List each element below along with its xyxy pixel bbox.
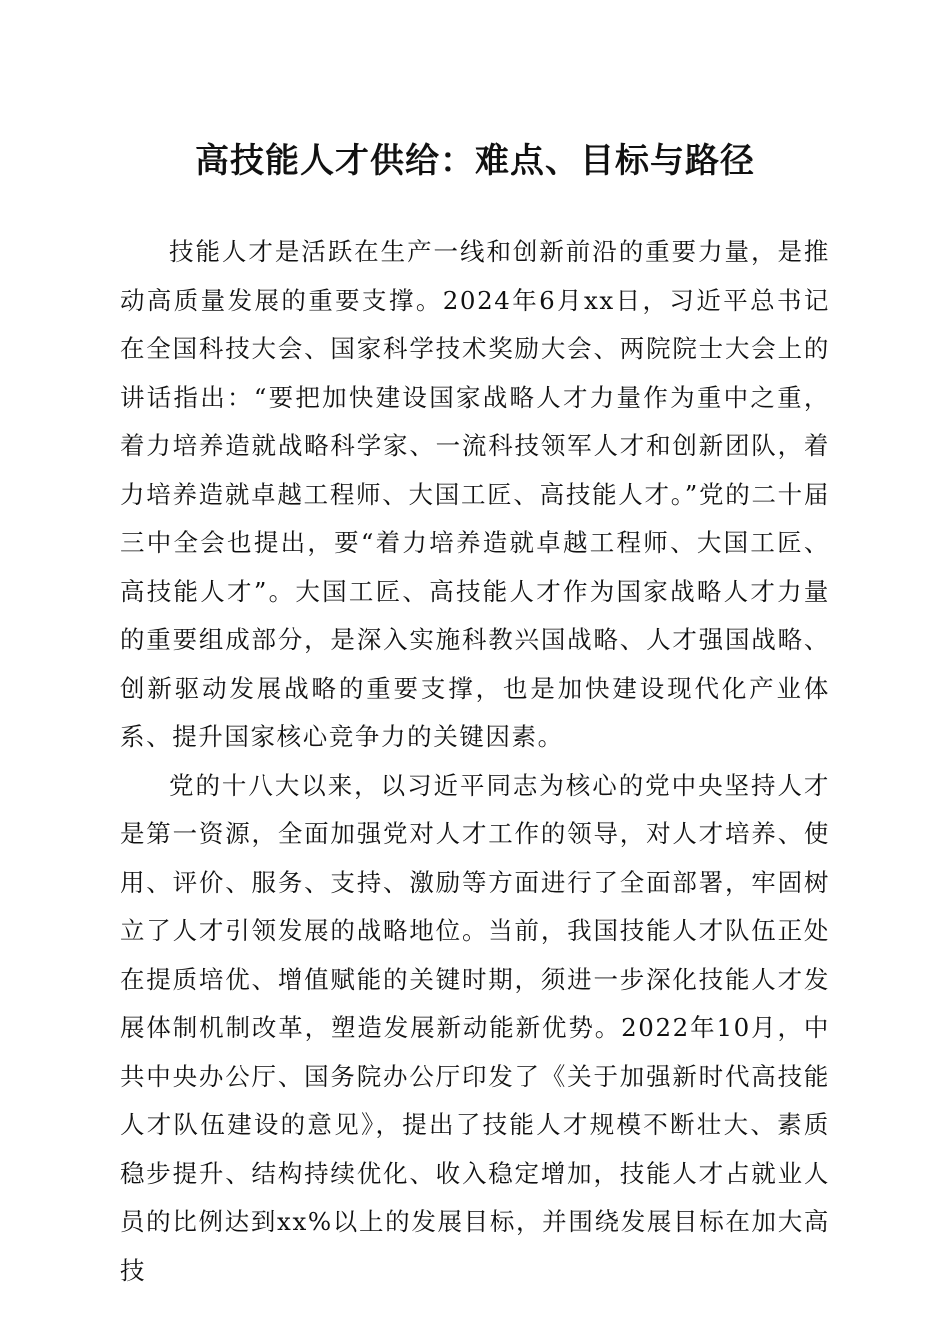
paragraph-2: 党的十八大以来，以习近平同志为核心的党中央坚持人才是第一资源，全面加强党对人才工作的领导，对人才培养、使用、评价、服务、支持、激励等方面进行了全面部署，牢固树立了人才引领发展的战略地位。当前，我国技能人才队伍正处在提质培优、增值赋能的关键时期，须进一步深化技能人才发展体制机制改革，塑造发展新动能新优势。2022年10月，中共中央办公厅、国务院办公厅印发了《关于加强新时代高技能人才队伍建设的意见》，提出了技能人才规模不断壮大、素质稳步提升、结构持续优化、收入稳定增加，技能人才占就业人员的比例达到xx%以上的发展目标，并围绕发展目标在加大高技 [120,770,830,1285]
document-body [120,228,830,1295]
paragraph-1: 技能人才是活跃在生产一线和创新前沿的重要力量，是推动高质量发展的重要支撑。2024年6月xx日，习近平总书记在全国科技大会、国家科学技术奖励大会、两院院士大会上的讲话指出：“要把加快建设国家战略人才力量作为重中之重，着力培养造就战略科学家、一流科技领军人才和创新团队，着力培养造就卓越工程师、大国工匠、高技能人才。”党的二十届三中全会也提出，要“着力培养造就卓越工程师、大国工匠、高技能人才”。大国工匠、高技能人才作为国家战略人才力量的重要组成部分，是深入实施科教兴国战略、人才强国战略、创新驱动发展战略的重要支撑，也是加快建设现代化产业体系、提升国家核心竞争力的关键因素。 [120,237,830,751]
document-title: 高技能人才供给：难点、目标与路径 [195,141,755,181]
